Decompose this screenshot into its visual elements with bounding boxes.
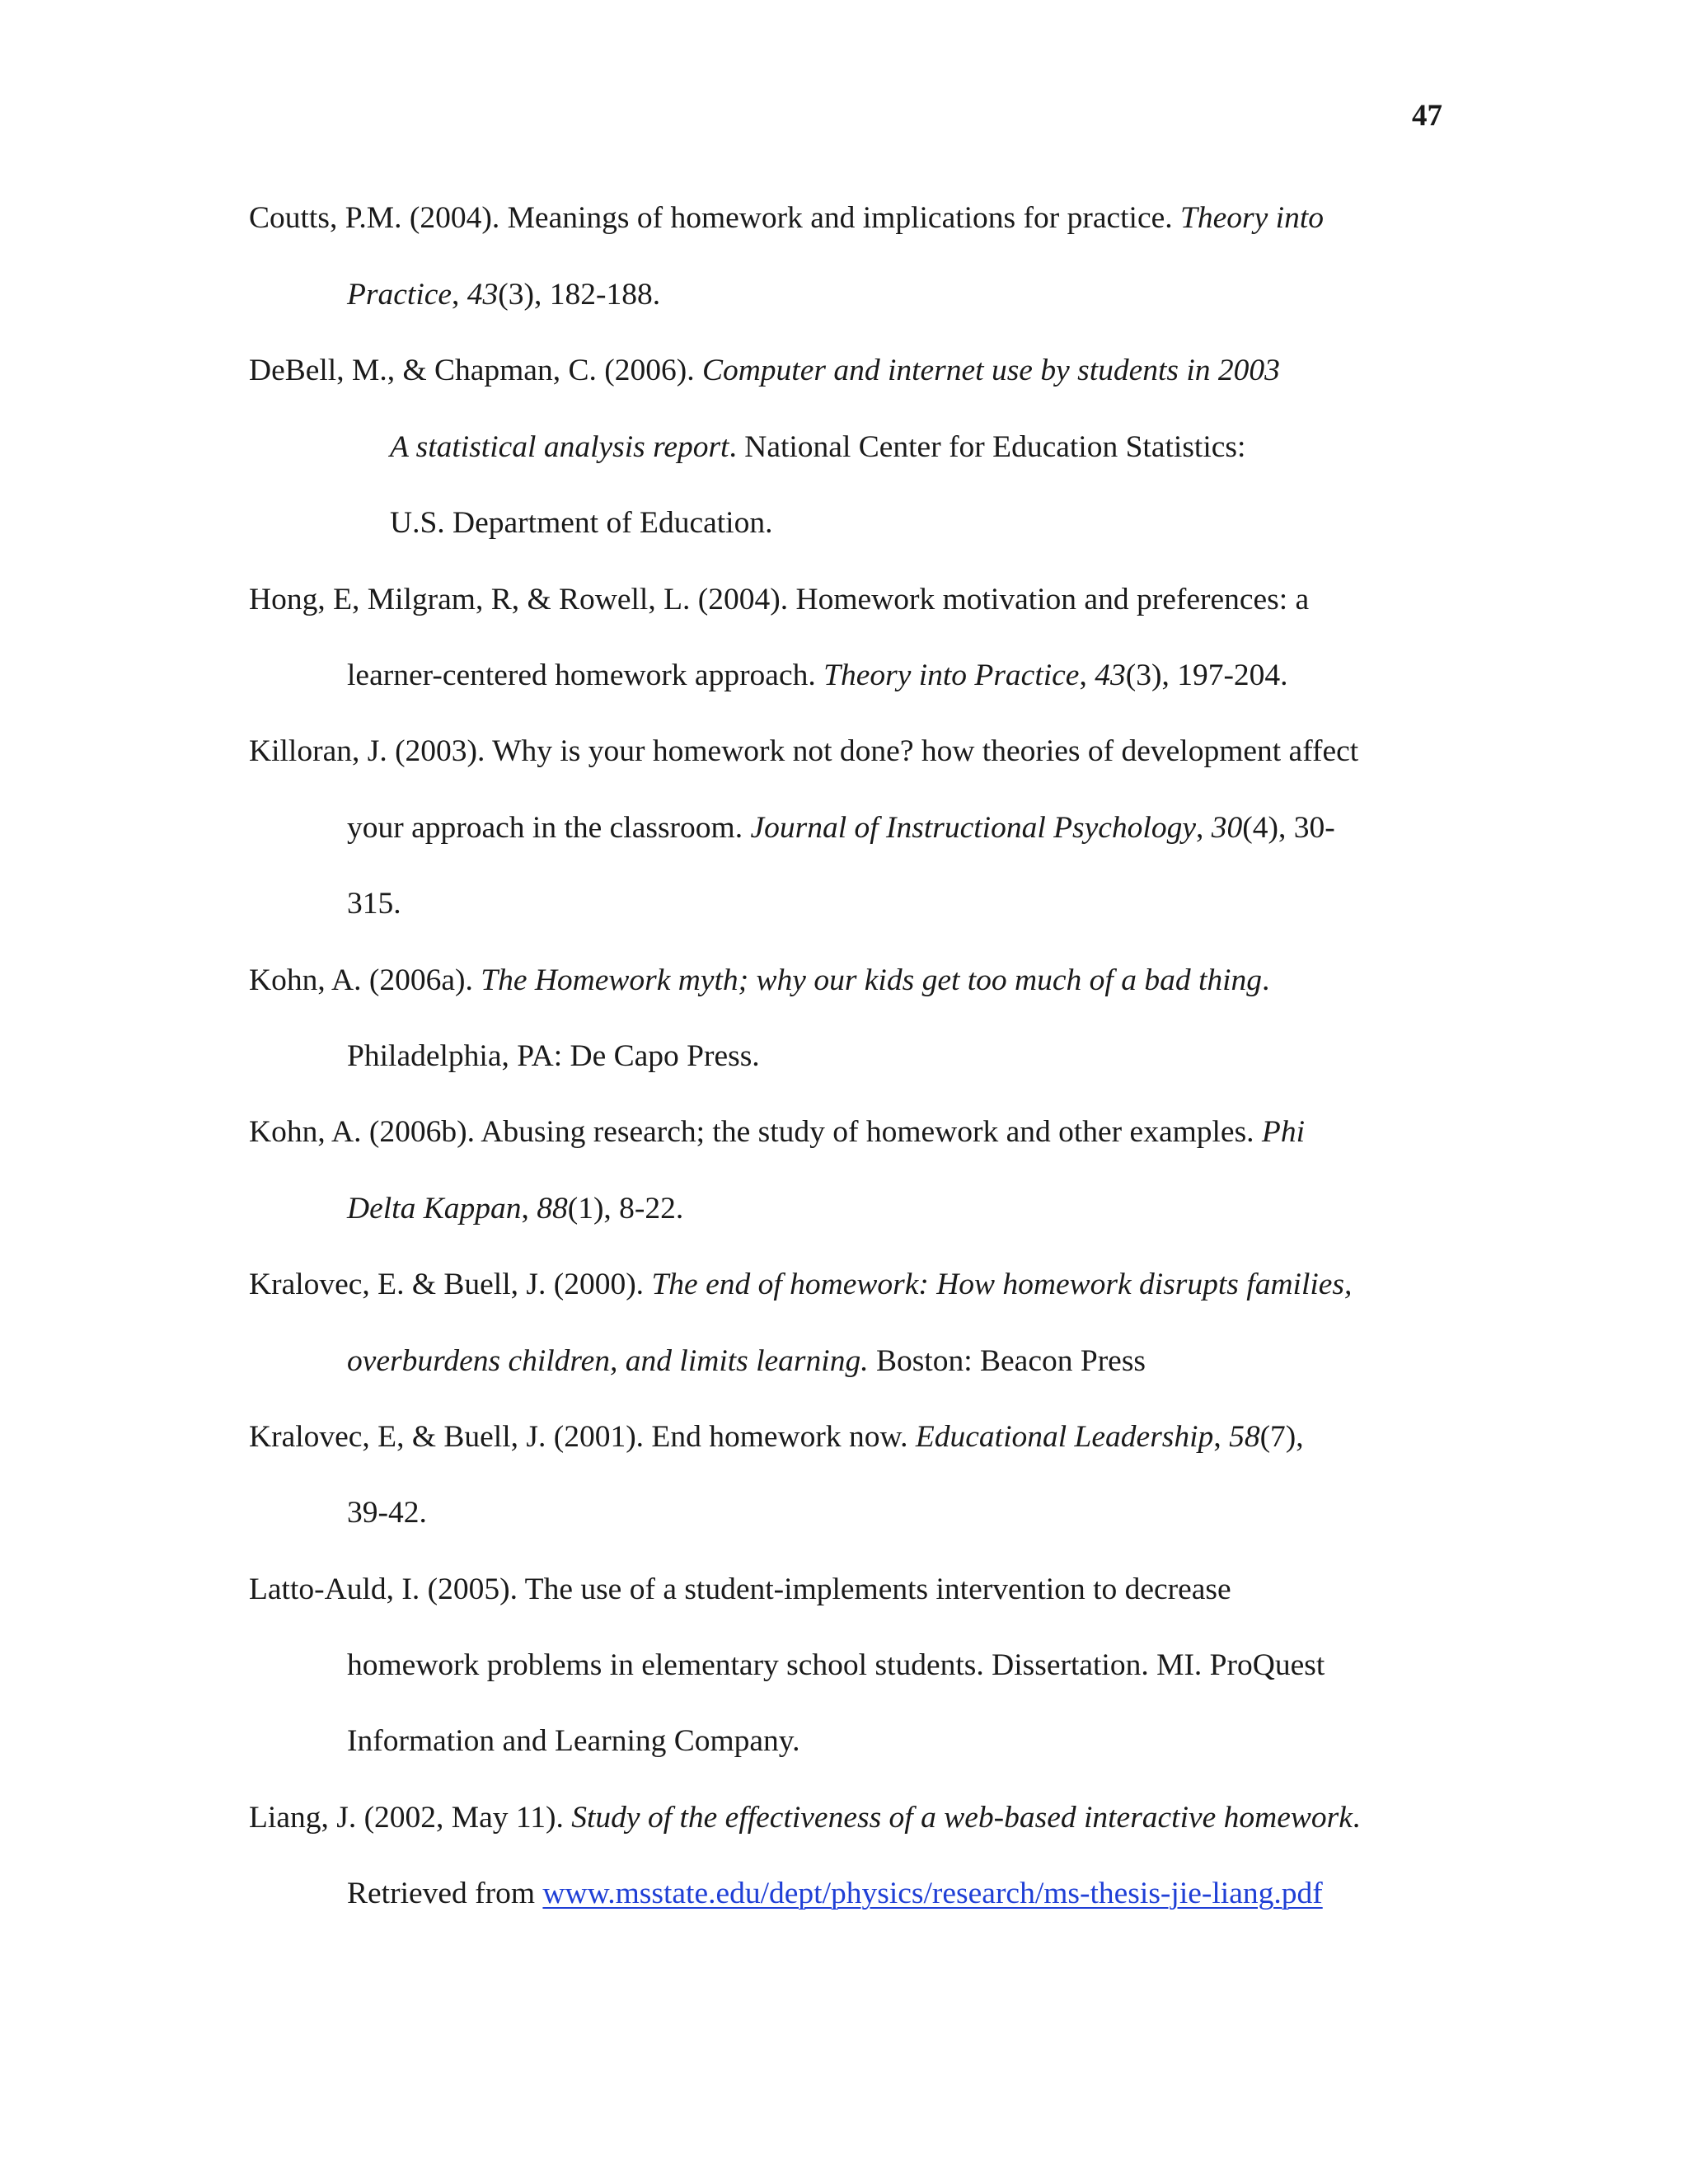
reference-coutts-line-1 <box>249 203 1324 234</box>
ref-volume: 88 <box>537 1192 568 1226</box>
ref-text: Kralovec, E. & Buell, J. (2000). <box>249 1268 652 1301</box>
ref-text: Boston: Beacon Press <box>868 1344 1146 1378</box>
ref-text: Kohn, A. (2006a). <box>249 963 481 997</box>
ref-title: Study of the effectiveness of a web-based interactive homework <box>571 1801 1353 1835</box>
reference-latto-auld-line-1 <box>249 1574 1231 1605</box>
ref-text: Retrieved from <box>347 1877 543 1910</box>
reference-kralovec-2001-line-1 <box>249 1422 1304 1453</box>
ref-journal-title: Delta Kappan <box>347 1192 522 1226</box>
reference-debell-line-1 <box>249 355 1280 387</box>
reference-liang-line-2 <box>347 1878 1323 1910</box>
ref-journal-title: Theory into <box>1180 201 1324 235</box>
reference-url-link[interactable]: www.msstate.edu/dept/physics/research/ms-thesis-jie-liang.pdf <box>542 1877 1323 1910</box>
ref-journal-title: Journal of Instructional Psychology <box>750 811 1196 845</box>
ref-text: , <box>1213 1420 1230 1454</box>
ref-text: Information and Learning Company. <box>347 1724 800 1758</box>
reference-liang-line-1 <box>249 1802 1360 1834</box>
ref-text: , <box>1079 658 1095 692</box>
ref-text: . National Center for Education Statistics: <box>729 430 1246 464</box>
ref-text: 315. <box>347 887 401 921</box>
ref-text: (1), 8-22. <box>567 1192 684 1226</box>
ref-journal-title: Theory into Practice <box>823 658 1080 692</box>
ref-volume: 43 <box>1095 658 1126 692</box>
ref-text: Philadelphia, PA: De Capo Press. <box>347 1039 760 1073</box>
reference-coutts-line-2 <box>347 279 660 311</box>
ref-text: (4), 30- <box>1242 811 1335 845</box>
ref-text: your approach in the classroom. <box>347 811 751 845</box>
ref-text: Latto-Auld, I. (2005). The use of a student-implements intervention to decrease <box>249 1572 1231 1606</box>
ref-text: Coutts, P.M. (2004). Meanings of homework and implications for practice. <box>249 201 1181 235</box>
reference-kohn-a-line-1 <box>249 965 1269 996</box>
ref-volume: 43 <box>467 278 499 312</box>
reference-killoran-line-3 <box>347 888 401 920</box>
ref-text: , <box>1196 811 1212 845</box>
reference-debell-line-2 <box>390 432 1245 463</box>
ref-volume: 58 <box>1229 1420 1260 1454</box>
ref-text: Killoran, J. (2003). Why is your homework not done? how theories of development affect <box>249 734 1359 768</box>
ref-book-title: overburdens children, and limits learning. <box>347 1344 869 1378</box>
ref-text: Kohn, A. (2006b). Abusing research; the study of homework and other examples. <box>249 1115 1262 1149</box>
ref-text: , <box>452 278 467 312</box>
ref-volume: 30 <box>1211 811 1243 845</box>
reference-kralovec-2000-line-2 <box>347 1346 1146 1377</box>
ref-text: Hong, E, Milgram, R, & Rowell, L. (2004). Homework motivation and preferences: a <box>249 583 1310 616</box>
ref-text: . <box>1262 963 1270 997</box>
reference-killoran-line-2 <box>347 813 1335 844</box>
ref-text: homework problems in elementary school students. Dissertation. MI. ProQuest <box>347 1648 1325 1682</box>
ref-text: (3), 197-204. <box>1125 658 1288 692</box>
ref-book-title: A statistical analysis report <box>390 430 729 464</box>
ref-text: U.S. Department of Education. <box>390 506 773 540</box>
ref-journal-title: Educational Leadership <box>915 1420 1214 1454</box>
ref-text: 39-42. <box>347 1496 427 1530</box>
reference-killoran-line-1 <box>249 736 1358 767</box>
ref-text: Liang, J. (2002, May 11). <box>249 1801 572 1835</box>
ref-journal-title: Phi <box>1261 1115 1305 1149</box>
reference-kohn-a-line-2 <box>347 1041 760 1072</box>
reference-latto-auld-line-2 <box>347 1650 1325 1681</box>
page-number: 47 <box>1412 99 1442 133</box>
ref-journal-title: Practice <box>347 278 452 312</box>
ref-text: , <box>521 1192 537 1226</box>
ref-book-title: The end of homework: How homework disrupts families, <box>651 1268 1353 1301</box>
reference-kralovec-2001-line-2 <box>347 1497 427 1529</box>
reference-latto-auld-line-3 <box>347 1726 800 1757</box>
reference-hong-line-1 <box>249 584 1309 616</box>
ref-book-title: Computer and internet use by students in 2003 <box>701 354 1280 387</box>
reference-kohn-b-line-1 <box>249 1117 1305 1148</box>
ref-text: learner-centered homework approach. <box>347 658 824 692</box>
reference-hong-line-2 <box>347 660 1288 691</box>
reference-debell-line-3 <box>390 508 772 539</box>
reference-kohn-b-line-2 <box>347 1193 683 1225</box>
ref-book-title: The Homework myth; why our kids get too much of a bad thing <box>481 963 1263 997</box>
ref-text: Kralovec, E, & Buell, J. (2001). End homework now. <box>249 1420 916 1454</box>
ref-text: (3), 182-188. <box>498 278 661 312</box>
ref-text: DeBell, M., & Chapman, C. (2006). <box>249 354 702 387</box>
ref-text: (7), <box>1259 1420 1304 1454</box>
ref-text: . <box>1352 1801 1361 1835</box>
reference-kralovec-2000-line-1 <box>249 1269 1352 1301</box>
